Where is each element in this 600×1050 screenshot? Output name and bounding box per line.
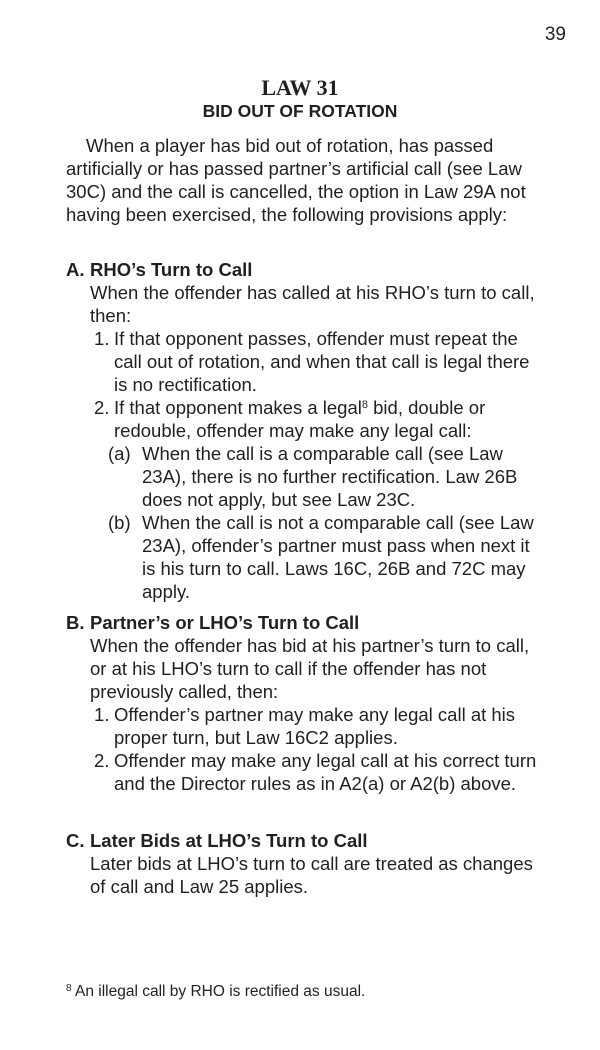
section-b-title: Partner’s or LHO’s Turn to Call — [90, 612, 360, 633]
section-c-title: Later Bids at LHO’s Turn to Call — [90, 830, 368, 851]
section-a-letter: A. — [66, 259, 85, 280]
item-number: 2. — [94, 397, 110, 418]
item-text-before: If that opponent makes a legal — [114, 397, 362, 418]
footnote — [66, 982, 546, 1002]
item-text — [114, 396, 546, 442]
item-number: 2. — [94, 750, 110, 771]
section-c-body: Later bids at LHO’s turn to call are treated as changes of call and Law 25 applies. — [90, 853, 533, 897]
item-text: If that opponent passes, offender must repeat the call out of rotation, and when that call is legal there is no rectification. — [114, 328, 530, 395]
section-a-subitem-a — [108, 442, 546, 511]
section-a-heading — [66, 258, 546, 281]
section-c-letter: C. — [66, 830, 85, 851]
section-b — [66, 611, 546, 795]
section-b-item-2 — [94, 749, 546, 795]
intro-text: When a player has bid out of rotation, has passed artificially or has passed partner’s artificial call (see Law 30C) and the call is cancelled, the option in Law 29A not having been exercised, the following provisions apply: — [66, 135, 526, 225]
footnote-marker: 8 — [66, 983, 72, 994]
law-subtitle: BID OUT OF ROTATION — [202, 101, 398, 121]
section-a-item-2 — [94, 396, 546, 442]
section-b-item-1 — [94, 703, 546, 749]
section-a-item-1 — [94, 327, 546, 396]
subitem-text: When the call is a comparable call (see Law 23A), there is no further rectification. Law 26B does not apply, but see Law 23C. — [142, 443, 518, 510]
section-a — [66, 258, 546, 603]
subitem-label: (a) — [108, 443, 131, 464]
footnote-reference: 8 — [361, 399, 368, 411]
section-b-heading — [66, 611, 546, 634]
law-title: LAW 31 — [261, 75, 339, 100]
item-text: Offender’s partner may make any legal call at his proper turn, but Law 16C2 applies. — [114, 704, 516, 748]
section-c — [66, 829, 546, 898]
subitem-label: (b) — [108, 512, 131, 533]
footnote-text: An illegal call by RHO is rectified as usual. — [75, 983, 366, 1000]
section-a-body: When the offender has called at his RHO’s turn to call, then: — [90, 282, 535, 326]
item-text: Offender may make any legal call at his correct turn and the Director rules as in A2(a) or A2(b) above. — [114, 750, 537, 794]
subitem-text: When the call is not a comparable call (see Law 23A), offender’s partner must pass when next it is his turn to call. Laws 16C, 26B and 72C may apply. — [142, 512, 534, 602]
item-number: 1. — [94, 704, 110, 725]
section-b-body: When the offender has bid at his partner’s turn to call, or at his LHO’s turn to call if the offender has not previously called, then: — [90, 635, 530, 702]
item-text-after: bid, double or redouble, offender may make any legal call: — [114, 397, 486, 441]
page-number: 39 — [544, 24, 566, 45]
section-c-heading — [66, 829, 546, 852]
section-a-subitem-b — [108, 511, 546, 603]
intro-paragraph — [66, 134, 546, 226]
section-a-title: RHO’s Turn to Call — [90, 259, 253, 280]
section-b-letter: B. — [66, 612, 85, 633]
item-number: 1. — [94, 328, 110, 349]
